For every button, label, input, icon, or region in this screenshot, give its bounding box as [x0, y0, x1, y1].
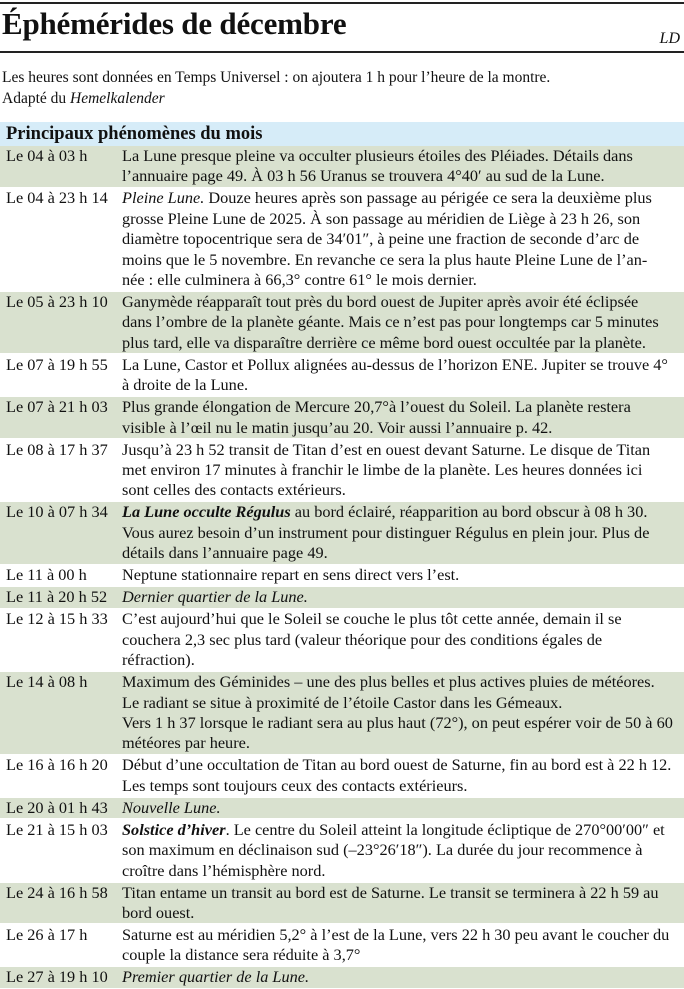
event-description	[122, 502, 684, 563]
event-description	[122, 820, 684, 881]
event-text: à droite de la Lune.	[122, 375, 249, 395]
intro-line-timezone: Les heures sont données en Temps Universel : on ajoutera 1 h pour l’heure de la montre.	[2, 69, 551, 86]
event-description	[122, 188, 684, 290]
event-text: Titan entame un transit au bord est de Saturne. Le transit se terminera à 22 h 59 au	[122, 882, 659, 902]
event-text: Début d’une occultation de Titan au bord ouest de Saturne, fin au bord est à 22 h 12.	[122, 755, 672, 775]
event-description-line	[122, 967, 682, 987]
title-underline	[0, 51, 684, 53]
event-description-line	[122, 292, 682, 312]
page-title: Éphémérides de décembre	[2, 6, 347, 41]
event-row	[0, 502, 684, 563]
event-description-line	[122, 209, 682, 229]
event-description-line	[122, 440, 682, 460]
event-row	[0, 820, 684, 881]
event-date: Le 04 à 03 h	[6, 146, 88, 165]
event-date: Le 27 à 19 h 10	[6, 967, 108, 987]
event-text: Vous aurez besoin d’un instrument pour distinguer Régulus en plein jour. Plus de	[122, 522, 650, 542]
author-initials: LD	[659, 30, 680, 47]
intro-line-source	[2, 88, 550, 109]
event-emphasis: Premier quartier de la Lune.	[122, 967, 310, 987]
event-date: Le 10 à 07 h 34	[6, 502, 108, 522]
event-row	[0, 609, 684, 670]
event-description	[122, 565, 684, 585]
event-date: Le 26 à 17 h	[6, 924, 88, 944]
event-text: Saturne est au méridien 5,2° à l’est de la Lune, vers 22 h 30 peu avant le coucher du	[122, 924, 670, 944]
event-date: Le 24 à 16 h 58	[6, 882, 108, 902]
event-description-line	[122, 523, 682, 543]
event-text: Ganymède réapparaît tout près du bord ouest de Jupiter après avoir été éclipsée	[122, 292, 639, 312]
event-text: l’annuaire page 49. À 03 h 56 Uranus se trouvera 4°40′ au sud de la Lune.	[122, 166, 605, 186]
event-highlight: Solstice d’hiver	[122, 819, 226, 839]
event-description-line	[122, 229, 682, 249]
event-text: bord ouest.	[122, 902, 195, 922]
event-description-line	[122, 861, 682, 881]
event-text: C’est aujourd’hui que le Soleil se couche le plus tôt cette année, demain il se	[122, 609, 622, 629]
event-description-line	[122, 565, 682, 585]
event-description-line	[122, 840, 682, 860]
event-description-line	[122, 630, 682, 650]
event-description	[122, 440, 684, 501]
intro-source-prefix: Adapté du	[2, 90, 71, 107]
event-description-line	[122, 609, 682, 629]
event-text: détails dans l’annuaire page 49.	[122, 543, 328, 563]
event-row	[0, 755, 684, 796]
event-text: réfraction).	[122, 650, 195, 670]
event-description	[122, 587, 684, 607]
event-emphasis: Dernier quartier de la Lune.	[122, 587, 308, 607]
event-date: Le 11 à 20 h 52	[6, 587, 108, 607]
intro-source-name: Hemelkalender	[70, 90, 165, 107]
event-text: La Lune presque pleine va occulter plusieurs étoiles des Pléiades. Détails dans	[122, 146, 633, 165]
event-text: sont celles des contacts extérieurs.	[122, 480, 346, 500]
event-description-line	[122, 945, 682, 965]
event-description-line	[122, 755, 682, 775]
event-text: Douze heures après son passage au périgée ce sera la deuxième plus	[204, 188, 652, 208]
event-row	[0, 292, 684, 353]
event-description-line	[122, 903, 682, 923]
event-emphasis: Pleine Lune.	[122, 188, 205, 208]
event-text: Neptune stationnaire repart en sens direct vers l’est.	[122, 565, 460, 585]
event-text: La Lune, Castor et Pollux alignées au-dessus de l’horizon ENE. Jupiter se trouve 4°	[122, 354, 668, 374]
event-text: née : elle culminera à 66,3° contre 61° le mois dernier.	[122, 270, 477, 290]
event-description	[122, 755, 684, 796]
event-text: Vers 1 h 37 lorsque le radiant sera au plus haut (72°), on peut espérer voir de 50 à 60	[122, 712, 673, 732]
event-row	[0, 587, 684, 607]
event-text: moins que le 5 novembre. En revanche ce sera la plus haute Pleine Lune de l’an-	[122, 249, 648, 269]
event-date: Le 21 à 15 h 03	[6, 819, 108, 839]
event-text: Jusqu’à 23 h 52 transit de Titan d’est en ouest devant Saturne. Le disque de Titan	[122, 439, 651, 459]
event-description-line	[122, 146, 682, 166]
event-text: Le radiant se situe à proximité de l’étoile Castor dans les Gémeaux.	[122, 692, 563, 712]
event-description-line	[122, 418, 682, 438]
event-text: Les temps sont toujours ceux des contacts extérieurs.	[122, 775, 468, 795]
event-text: . Le centre du Soleil atteint la longitude écliptique de 270°00′00″ et	[225, 819, 665, 839]
event-description-line	[122, 650, 682, 670]
event-description	[122, 883, 684, 924]
event-date: Le 20 à 01 h 43	[6, 797, 108, 817]
event-text: dans l’ombre de la planète géante. Mais ce n’est pas pour longtemps car 5 minutes	[122, 312, 659, 332]
event-description-line	[122, 733, 682, 753]
event-description-line	[122, 355, 682, 375]
event-text: couchera 2,3 sec plus tard (valeur théorique pour des conditions égales de	[122, 629, 603, 649]
event-row	[0, 925, 684, 966]
event-description	[122, 292, 684, 353]
event-row	[0, 883, 684, 924]
event-date: Le 16 à 16 h 20	[6, 755, 108, 775]
event-description	[122, 609, 684, 670]
event-row	[0, 397, 684, 438]
intro-text	[2, 67, 550, 109]
event-description	[122, 967, 684, 987]
event-description-line	[122, 925, 682, 945]
event-date: Le 14 à 08 h	[6, 672, 88, 692]
event-row	[0, 967, 684, 987]
event-row	[0, 440, 684, 501]
event-date: Le 05 à 23 h 10	[6, 292, 108, 312]
event-text: météores par heure.	[122, 733, 250, 753]
event-row	[0, 672, 684, 754]
event-description-line	[122, 798, 682, 818]
event-text: son maximum en déclinaison sud (–23°26′18″). La durée du jour recommence à	[122, 840, 643, 860]
event-description-line	[122, 693, 682, 713]
event-text: au bord éclairé, réapparition au bord obscur à 08 h 30.	[290, 502, 648, 522]
event-date: Le 07 à 21 h 03	[6, 397, 108, 417]
event-date: Le 12 à 15 h 33	[6, 609, 108, 629]
event-date: Le 04 à 23 h 14	[6, 188, 108, 208]
event-description	[122, 146, 684, 187]
event-text: Plus grande élongation de Mercure 20,7°à l’ouest du Soleil. La planète restera	[122, 397, 631, 417]
event-description-line	[122, 672, 682, 692]
event-description	[122, 397, 684, 438]
event-description-line	[122, 312, 682, 332]
event-description-line	[122, 397, 682, 417]
event-highlight: La Lune occulte Régulus	[122, 502, 291, 522]
event-row	[0, 146, 684, 187]
event-description-line	[122, 270, 682, 290]
event-row	[0, 798, 684, 818]
event-date: Le 11 à 00 h	[6, 565, 87, 585]
event-description-line	[122, 543, 682, 563]
event-description-line	[122, 166, 682, 186]
event-description-line	[122, 375, 682, 395]
event-description-line	[122, 776, 682, 796]
event-description-line	[122, 713, 682, 733]
event-description-line	[122, 480, 682, 500]
event-description-line	[122, 502, 682, 522]
event-text: grosse Pleine Lune de 2025. À son passage au méridien de Liège à 23 h 26, son	[122, 208, 641, 228]
event-text: plus tard, elle va disparaître derrière ce même bord ouest occultée par la planète.	[122, 332, 646, 352]
top-rule	[0, 2, 684, 4]
event-text: Maximum des Géminides – une des plus belles et plus actives pluies de météores.	[122, 672, 655, 692]
event-description	[122, 798, 684, 818]
events-table	[0, 146, 684, 989]
event-text: couple la distance sera réduite à 3,7°	[122, 945, 361, 965]
event-emphasis: Nouvelle Lune.	[122, 797, 221, 817]
event-row	[0, 565, 684, 585]
event-text: met environ 17 minutes à franchir le limbe de la planète. Les heures données ici	[122, 460, 643, 480]
event-description-line	[122, 883, 682, 903]
section-title: Principaux phénomènes du mois	[6, 124, 263, 144]
event-date: Le 07 à 19 h 55	[6, 354, 108, 374]
event-row	[0, 188, 684, 290]
event-description-line	[122, 250, 682, 270]
event-text: visible à l’œil nu le matin jusqu’au 20. Voir aussi l’annuaire p. 42.	[122, 417, 553, 437]
event-description-line	[122, 820, 682, 840]
event-description-line	[122, 587, 682, 607]
event-description	[122, 355, 684, 396]
event-text: croître dans l’hémisphère nord.	[122, 860, 326, 880]
event-description-line	[122, 460, 682, 480]
section-header	[0, 122, 684, 146]
event-description-line	[122, 188, 682, 208]
event-description-line	[122, 333, 682, 353]
event-description	[122, 672, 684, 754]
event-date: Le 08 à 17 h 37	[6, 439, 108, 459]
event-description	[122, 925, 684, 966]
event-row	[0, 355, 684, 396]
event-text: diamètre topocentrique sera de 34′01″, à peine une fraction de seconde d’arc de	[122, 229, 640, 249]
